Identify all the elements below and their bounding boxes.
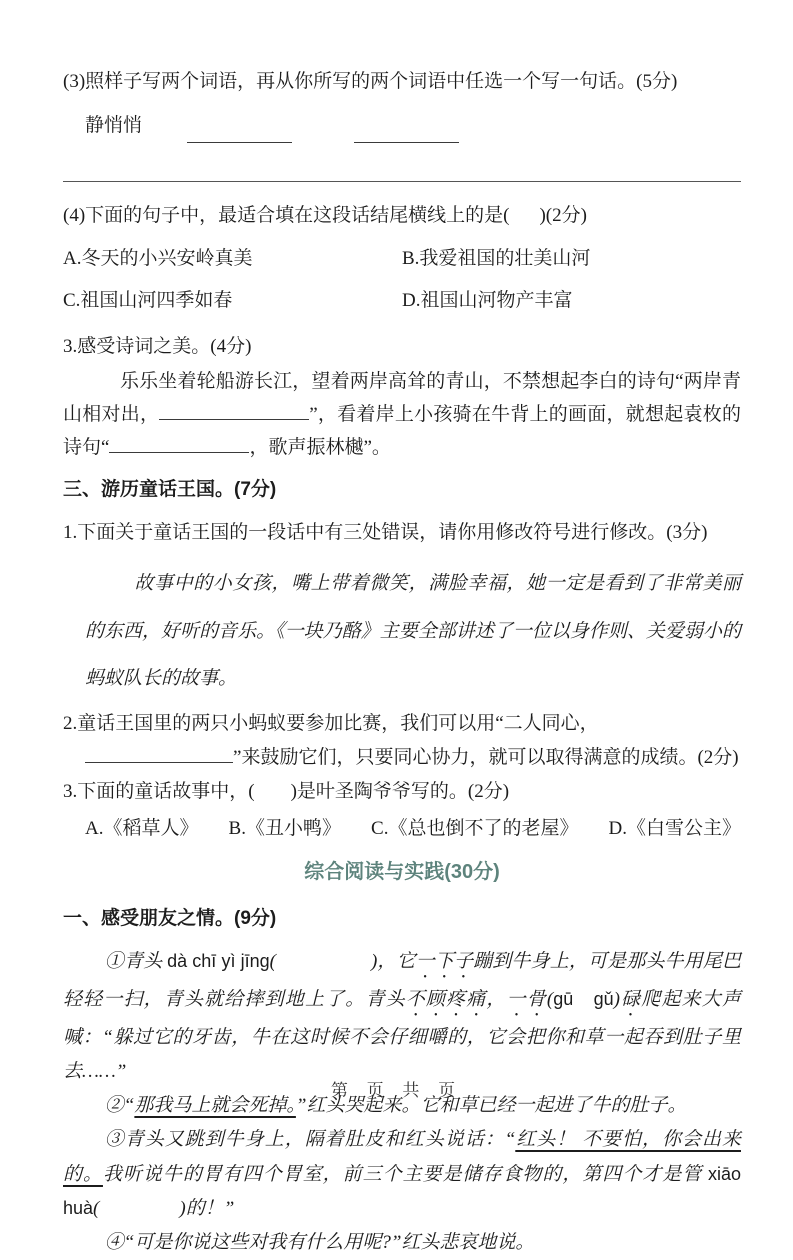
p1-text: )	[613, 988, 620, 1010]
question-poem-stem: 3.感受诗词之美。(4分)	[63, 336, 252, 358]
option-a: A.冬天的小兴安岭真美	[63, 248, 253, 270]
p1-text: (	[546, 988, 554, 1010]
sec3-q2-text-2: 来鼓励它们，只要同心协力，就可以取得满意的成绩。(2分)	[241, 746, 739, 768]
p1-text: 爬起来大声喊：“躲过它的牙齿，牛在这时候不会仔细嚼的，它会把你和草一起吞到肚子里去……”	[63, 988, 741, 1082]
emphasized-text: 一下子	[415, 950, 474, 972]
section-3-title: 三、游历童话王国。(7分)	[63, 478, 277, 500]
option-d: D.祖国山河物产丰富	[402, 289, 573, 311]
sec3-q3-stem-left: 3.下面的童话故事中，(	[63, 780, 255, 802]
poem-text-3: ，歌声振林樾”。	[249, 436, 391, 458]
poem-paragraph	[63, 365, 741, 464]
sec3-q2-text-1: 2.童话王国里的两只小蚂蚁要参加比赛，我们可以用“二人同心，	[63, 712, 599, 734]
sec3-q2-block	[63, 707, 741, 775]
p3-text: 我听说牛的胃有四个胃室，前三个主要是储存食物的，第四个才是管	[102, 1163, 708, 1185]
answer-blank[interactable]	[354, 122, 459, 143]
answer-blank[interactable]	[159, 399, 309, 420]
page-footer: 第 页 共 页	[330, 1080, 463, 1100]
question-4-stem-right: )(2分)	[539, 205, 587, 227]
question-4-stem-left: (4)下面的句子中，最适合填在这段话结尾横线上的是(	[63, 205, 510, 227]
sec3-q2-quote: ”	[233, 746, 242, 768]
option-d: D.《白雪公主》	[608, 818, 741, 840]
question-4-block	[63, 198, 741, 233]
emphasized-text: 一骨	[506, 988, 547, 1010]
p2-text: ②“	[104, 1095, 135, 1117]
question-3-stem: (3)照样子写两个词语，再从你所写的两个词语中任选一个写一句话。(5分)	[63, 71, 678, 92]
sec3-q3-block	[63, 775, 741, 809]
answer-blank[interactable]	[85, 742, 233, 763]
underlined-text: 红头！ 不要怕，你会出来的。	[63, 1129, 741, 1185]
emphasized-text: 不顾疼痛	[405, 988, 487, 1010]
example-word: 静悄悄	[85, 115, 143, 136]
option-b: B.我爱祖国的壮美山河	[402, 248, 591, 270]
answer-blank[interactable]	[109, 432, 249, 453]
p2-text: ”红头哭起来。它和草已经一起进了牛的肚子。	[295, 1095, 687, 1117]
section-1-title: 一、感受朋友之情。(9分)	[63, 907, 277, 929]
p1-text: 蹦到牛身上，可是那头牛用尾巴轻轻一扫，青头就给摔到地上了。青头	[63, 950, 741, 1010]
emphasized-text: 碌	[619, 988, 642, 1010]
sec3-q1-block	[63, 516, 741, 550]
reading-paragraph-1	[63, 945, 741, 1089]
reading-paragraph-3	[63, 1123, 741, 1226]
question-poem-block	[63, 329, 741, 364]
option-a: A.《稻草人》	[85, 818, 199, 840]
sec3-q3-options	[63, 815, 741, 844]
pinyin-choice[interactable]: gū gǔ	[553, 988, 614, 1009]
sentence-writing-line[interactable]	[63, 151, 741, 182]
poem-text-2: ”，看着岸上小孩骑在牛背上的画面，就想起袁枚的诗句“	[63, 403, 741, 458]
option-c: C.祖国山河四季如春	[63, 289, 233, 311]
p1-text: )，它	[370, 950, 416, 972]
underlined-text: 那我马上就会死掉。	[134, 1095, 296, 1117]
sec3-q1-stem: 1.下面关于童话王国的一段话中有三处错误，请你用修改符号进行修改。(3分)	[63, 521, 708, 543]
p3-text: (	[93, 1197, 100, 1219]
reading-paragraph-4	[63, 1226, 741, 1260]
option-c: C.《总也倒不了的老屋》	[371, 818, 579, 840]
p4-text: ④“可是你说这些对我有什么用呢?”红头悲哀地说。	[104, 1231, 535, 1253]
pinyin-text: dà chī yì jīng	[167, 950, 270, 971]
question-3-block	[63, 64, 741, 99]
error-correction-passage: 故事中的小女孩，嘴上带着微笑，满脸幸福，她一定是看到了非常美丽的东西，好听的音乐。《一块乃酪》主要全部讲述了一位以身作则、关爱弱小的蚂蚁队长的故事。	[85, 573, 741, 690]
sec3-q3-stem-right: )是叶圣陶爷爷写的。(2分)	[290, 780, 510, 802]
p1-text: ①青头	[104, 950, 168, 972]
question-4-options	[63, 246, 741, 314]
p3-text: )的！”	[179, 1197, 235, 1219]
example-word-row	[85, 109, 741, 143]
part-2-title: 综合阅读与实践(30分)	[304, 860, 500, 883]
answer-blank[interactable]	[187, 122, 292, 143]
p1-text: ，	[486, 988, 507, 1010]
option-b: B.《丑小鸭》	[228, 818, 341, 840]
poem-text-1: 乐乐坐着轮船游长江，望着两岸高耸的青山，不禁想起李白的诗句“两岸青山相对出，	[63, 370, 741, 425]
p1-text: (	[269, 950, 276, 972]
p3-text: ③青头又跳到牛身上，隔着肚皮和红头说话：“	[104, 1129, 516, 1151]
pinyin-text: xiāo huà	[63, 1163, 741, 1218]
